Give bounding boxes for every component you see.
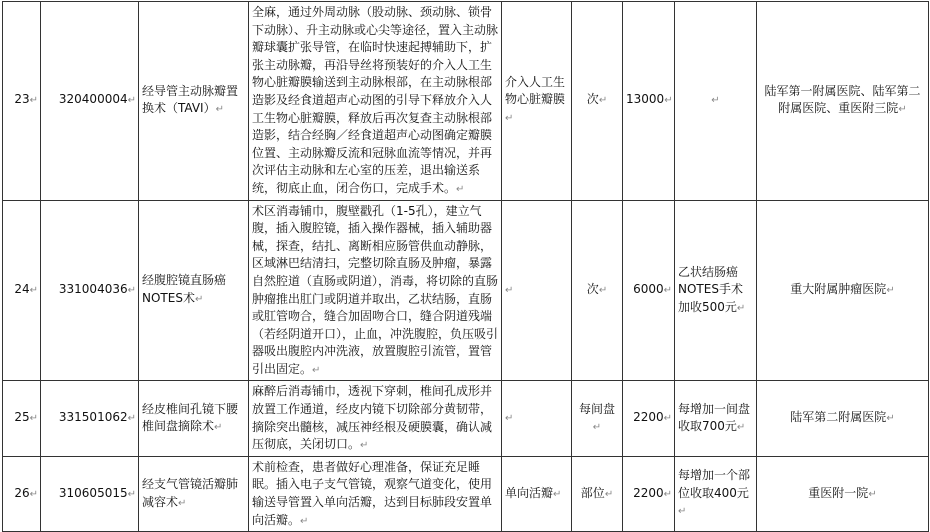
table-row xyxy=(3,2,929,201)
item-unit: 部位↵ xyxy=(572,456,623,531)
item-code: 310605015↵ xyxy=(41,456,139,531)
item-description: 全麻，通过外周动脉（股动脉、颈动脉、锁骨下动脉）、升主动脉或心尖等途径，置入主动脉瓣球囊扩张导管，在临时快速起搏辅助下，扩张主动脉瓣，再沿导丝将预装好的介入人工生物心脏瓣膜输送到主动脉根部，在主动脉根部造影及经食道超声心动图的引导下释放介入人工生物心脏瓣膜，释放后再次复查主动脉根部造影，结合经胸／经食道超声心动图确定瓣膜位置、主动脉瓣反流和冠脉血流等情况，并再次评估主动脉和左心室的压差，退出输送系统，彻底止血，闭合伤口，完成手术。↵ xyxy=(249,2,502,201)
item-name: 经腹腔镜直肠癌NOTES术↵ xyxy=(139,200,249,381)
item-material: 单向活瓣↵ xyxy=(502,456,572,531)
table-row xyxy=(3,381,929,456)
item-price: 6000↵ xyxy=(623,200,675,381)
item-unit: 每间盘↵ xyxy=(572,381,623,456)
item-name: 经皮椎间孔镜下腰椎间盘摘除术↵ xyxy=(139,381,249,456)
item-material: 介入人工生物心脏瓣膜↵ xyxy=(502,2,572,201)
item-name: 经导管主动脉瓣置换术（TAVI）↵ xyxy=(139,2,249,201)
item-description: 术区消毒铺巾，腹壁戳孔（1-5孔），建立气腹，插入腹腔镜，插入操作器械，插入辅助器械，探查，结扎、离断相应肠管供血动静脉，区域淋巴结清扫，完整切除直肠及肿瘤，暴露自然腔道（直肠或阴道），消毒，将切除的直肠肿瘤推出肛门或阴道并取出，乙状结肠，直肠或肛管吻合，缝合加固吻合口，缝合阴道残端（若经阴道开口），止血，冲洗腹腔，负压吸引器吸出腹腔内冲洗液，放置腹腔引流管，置管引出固定。↵ xyxy=(249,200,502,381)
item-code: 331501062↵ xyxy=(41,381,139,456)
item-unit: 次↵ xyxy=(572,200,623,381)
row-number: 23↵ xyxy=(3,2,41,201)
item-material: ↵ xyxy=(502,381,572,456)
item-hospital: 陆军第二附属医院↵ xyxy=(757,381,929,456)
item-price: 2200↵ xyxy=(623,456,675,531)
item-note: 乙状结肠癌NOTES手术加收500元↵ xyxy=(675,200,757,381)
item-price: 13000↵ xyxy=(623,2,675,201)
item-hospital: 陆军第一附属医院、陆军第二附属医院、重医附三院↵ xyxy=(757,2,929,201)
item-unit: 次↵ xyxy=(572,2,623,201)
item-code: 331004036↵ xyxy=(41,200,139,381)
table-row xyxy=(3,456,929,531)
item-note: ↵ xyxy=(675,2,757,201)
item-price: 2200↵ xyxy=(623,381,675,456)
row-number: 26↵ xyxy=(3,456,41,531)
table-row xyxy=(3,200,929,381)
item-note: 每增加一个部位收取400元↵ xyxy=(675,456,757,531)
item-material: ↵ xyxy=(502,200,572,381)
row-number: 24↵ xyxy=(3,200,41,381)
item-hospital: 重医附一院↵ xyxy=(757,456,929,531)
item-note: 每增加一间盘收取700元↵ xyxy=(675,381,757,456)
pricing-table xyxy=(2,1,929,532)
item-name: 经支气管镜活瓣肺减容术↵ xyxy=(139,456,249,531)
item-description: 麻醉后消毒铺巾，透视下穿刺，椎间孔成形并放置工作通道，经皮内镜下切除部分黄韧带，摘除突出髓核，减压神经根及硬膜囊，确认减压彻底，关闭切口。↵ xyxy=(249,381,502,456)
row-number: 25↵ xyxy=(3,381,41,456)
item-code: 320400004↵ xyxy=(41,2,139,201)
item-hospital: 重大附属肿瘤医院↵ xyxy=(757,200,929,381)
item-description: 术前检查，患者做好心理准备，保证充足睡眠。插入电子支气管镜，观察气道变化，使用输送导管置入单向活瓣，达到目标肺段安置单向活瓣。↵ xyxy=(249,456,502,531)
